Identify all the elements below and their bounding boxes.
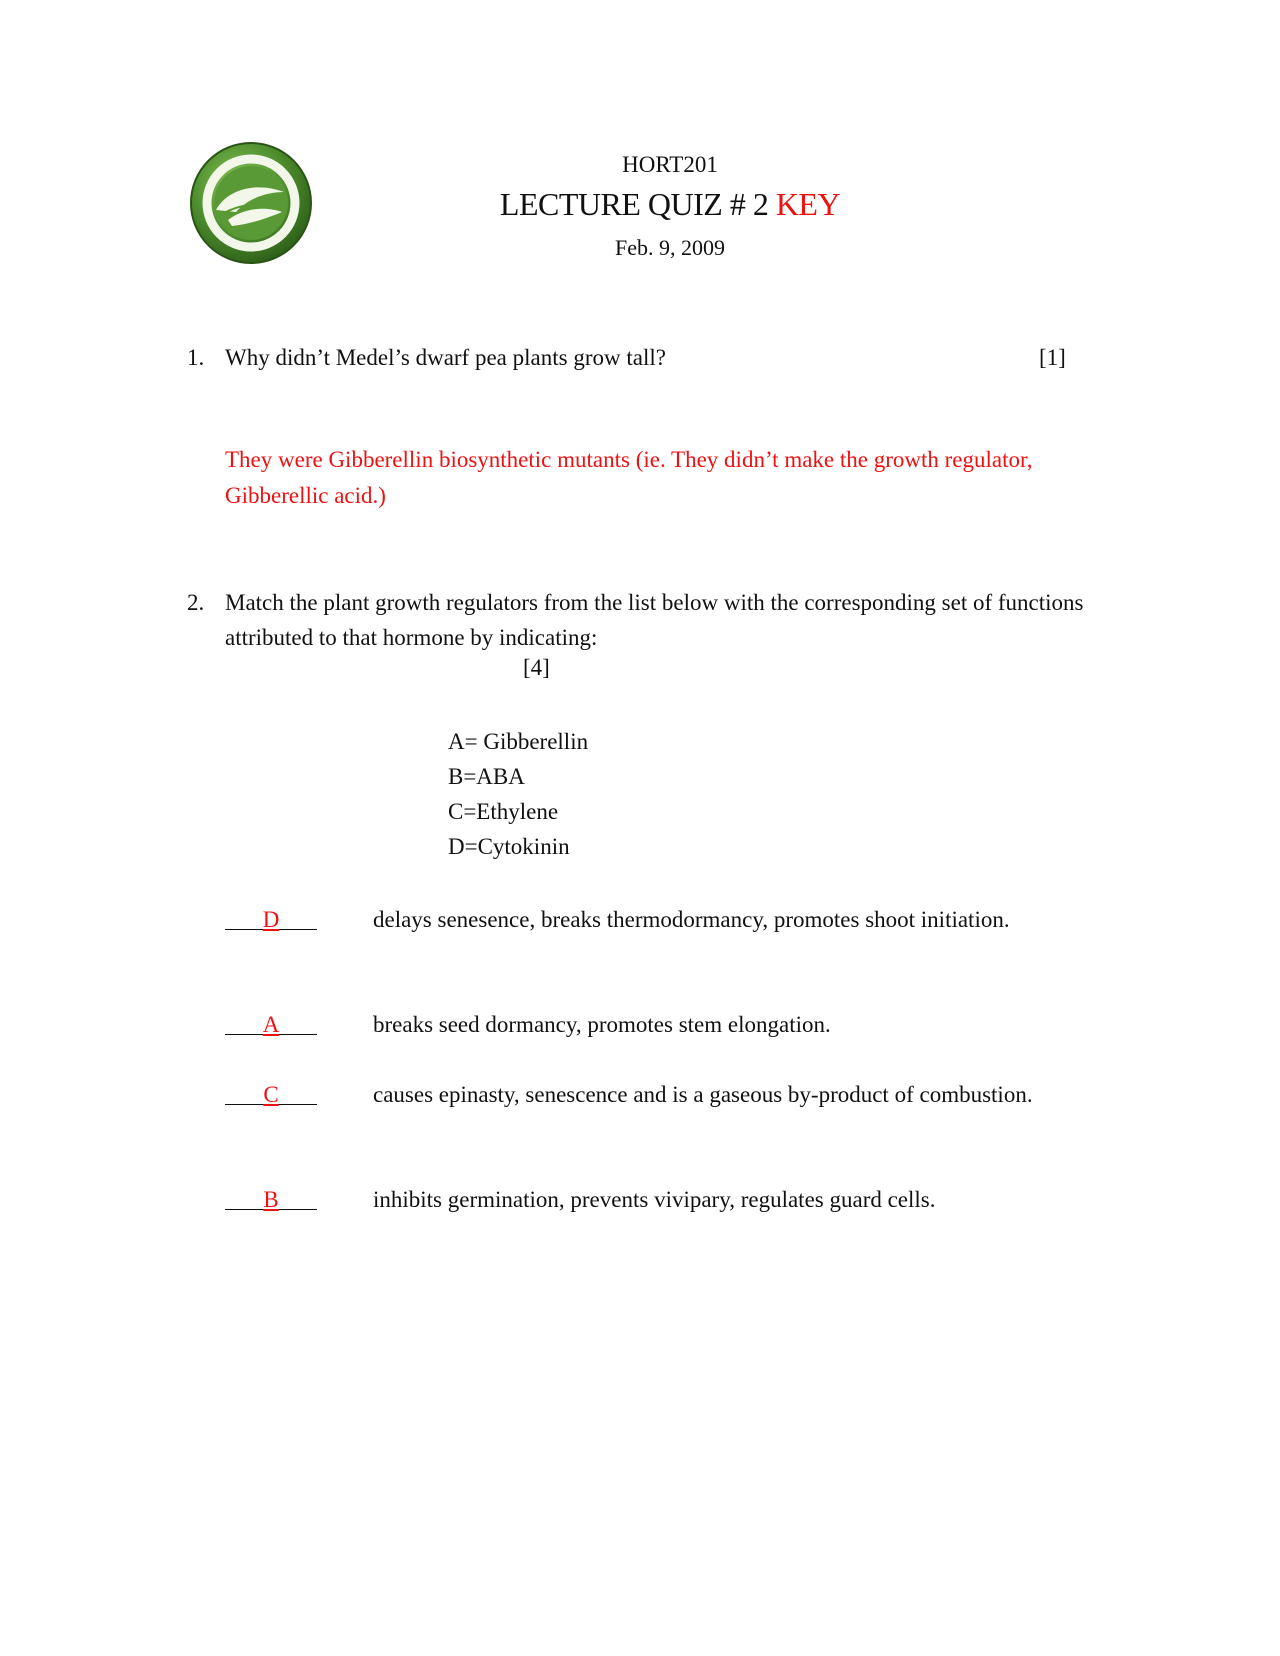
- question-text: Why didn’t Medel’s dwarf pea plants grow tall?: [225, 345, 666, 370]
- match-description: delays senesence, breaks thermodormancy, promotes shoot initiation.: [373, 907, 1010, 932]
- answer-blank: [225, 902, 317, 937]
- question-number: 1.: [187, 345, 205, 370]
- page-title: [30, 186, 1280, 223]
- quiz-date: Feb. 9, 2009: [615, 235, 725, 260]
- answer-letter: B: [263, 1187, 279, 1212]
- quiz-title-text: LECTURE QUIZ # 2: [499, 186, 769, 222]
- match-description: breaks seed dormancy, promotes stem elongation.: [373, 1012, 831, 1037]
- list-item: B=ABA: [448, 764, 525, 789]
- list-item: C=Ethylene: [448, 799, 559, 824]
- match-description: causes epinasty, senescence and is a gaseous by-product of combustion.: [373, 1082, 1033, 1107]
- answer-blank: [225, 1182, 317, 1217]
- match-description: inhibits germination, prevents vivipary, regulates guard cells.: [373, 1187, 936, 1212]
- question-marks: [4]: [523, 655, 550, 680]
- answer-letter: A: [262, 1012, 280, 1037]
- question-text: Match the plant growth regulators from the list below with the corresponding set of functions attributed to that hormone by indicating:: [225, 590, 1084, 650]
- question-number: 2.: [187, 590, 205, 615]
- list-item: D=Cytokinin: [448, 834, 570, 859]
- key-label: KEY: [775, 186, 841, 222]
- answer-letter: C: [263, 1082, 279, 1107]
- list-item: A= Gibberellin: [448, 729, 589, 754]
- question-marks: [1]: [1039, 345, 1066, 370]
- course-code: HORT201: [622, 152, 718, 177]
- question-1-answer: They were Gibberellin biosynthetic mutants (ie. They didn’t make the growth regulator, Gibberellic acid.): [225, 447, 1033, 508]
- answer-letter: D: [262, 907, 280, 932]
- answer-blank: [225, 1077, 317, 1112]
- answer-blank: [225, 1007, 317, 1042]
- regulator-options-list: [448, 724, 588, 864]
